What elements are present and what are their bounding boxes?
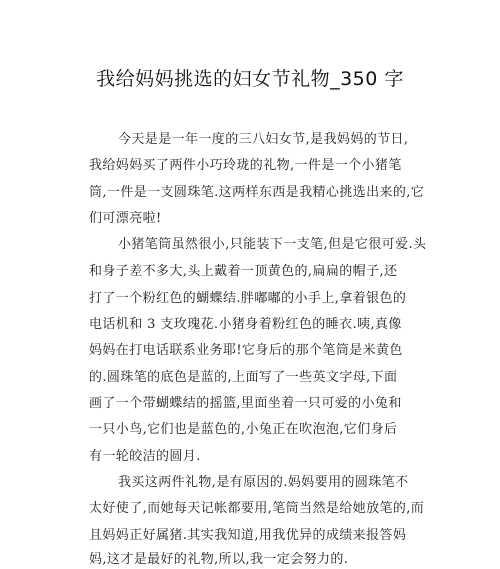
text-line: 们可漂亮啦!	[89, 211, 162, 226]
text-line: 我买这两件礼物,是有原因的.妈妈要用的圆珠笔不	[118, 475, 409, 490]
text-line: 小猪笔筒虽然很小,只能装下一支笔,但是它很可爱.头	[118, 237, 427, 252]
text-line: 一只小鸟,它们也是蓝色的,小兔正在吹泡泡,它们身后	[89, 422, 398, 437]
text-line: 画了一个带蝴蝶结的摇篮,里面坐着一只可爱的小兔和	[89, 396, 402, 411]
text-line: 筒,一件是一支圆珠笔.这两样东西是我精心挑选出来的,它	[89, 185, 425, 200]
text-line: 且妈妈正好属猪.其实我知道,用我优异的成绩来报答妈	[89, 528, 407, 543]
text-line: 电话机和 3 支玫瑰花.小猪身着粉红色的睡衣.咦,真像	[89, 317, 402, 332]
document-title: 我给妈妈挑选的妇女节礼物_350 字	[96, 68, 404, 90]
text-line: 妈妈在打电话联系业务耶!它身后的那个笔筒是米黄色	[89, 343, 403, 358]
text-line: 我给妈妈买了两件小巧玲珑的礼物,一件是一个小猪笔	[89, 158, 402, 173]
text-line: 的.圆珠笔的底色是蓝的,上面写了一些英文字母,下面	[89, 370, 398, 385]
text-line: 太好使了,而她每天记帐都要用,笔筒当然是给她放笔的,而	[89, 501, 425, 516]
text-line: 打了一个粉红色的蝴蝶结.胖嘟嘟的小手上,拿着银色的	[89, 291, 407, 306]
text-line: 和身子差不多大,头上戴着一顶黄色的,扁扁的帽子,还	[89, 264, 398, 279]
text-line: 妈,这才是最好的礼物,所以,我一定会努力的.	[89, 552, 349, 567]
text-line: 有一轮皎洁的圆月.	[89, 449, 201, 464]
text-line: 今天是是一年一度的三八妇女节,是我妈妈的节日,	[118, 132, 409, 147]
